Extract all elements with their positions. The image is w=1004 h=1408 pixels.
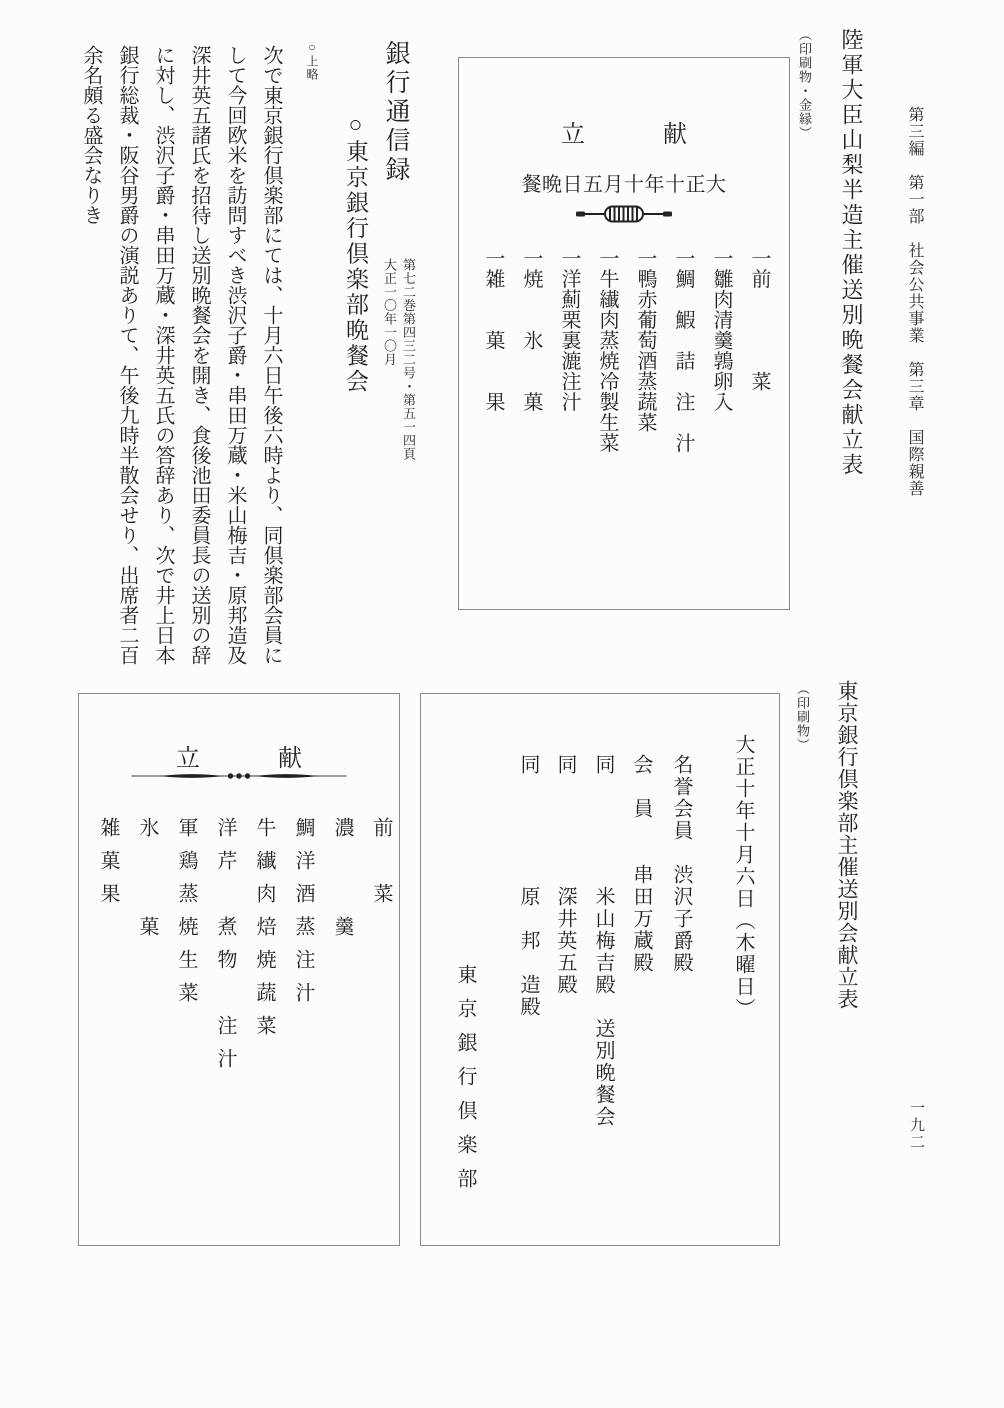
running-header: 第三編 第一部 社会公共事業 第三章 国際親善 xyxy=(906,106,923,497)
article-line: 深井英五諸氏を招待し送別晩餐会を開き、食後池田委員長の送別の辞 xyxy=(188,45,210,665)
menu-item: 一洋薊栗裏漉注汁 xyxy=(558,248,580,412)
section2-annotation: （印刷物） xyxy=(795,682,810,752)
menu-heading xyxy=(79,738,399,773)
menu-item: 一雛肉清羹鶉卵入 xyxy=(710,248,732,412)
source-issue-reference: 第七二巻第四三二号・第五一四頁 xyxy=(401,258,416,461)
menu-item: 牛纎肉焙焼蔬菜 xyxy=(253,817,275,1048)
page-number: 一九二 xyxy=(908,1100,924,1151)
section2-title: 東京銀行倶楽部主催送別会献立表 xyxy=(835,680,859,1010)
honoree-line: 同 米山梅吉殿 送別晩餐会 xyxy=(592,754,614,1128)
army-dinner-menu-card xyxy=(458,57,790,610)
section1-annotation: （印刷物・金縁） xyxy=(797,28,812,140)
menu-items-list xyxy=(482,248,769,453)
menu-item: 濃 羹 xyxy=(331,817,353,949)
article-line: して今回欧米を訪問すべき渋沢子爵・串田万蔵・米山梅吉・原邦造及 xyxy=(224,45,246,665)
club-dinner-menu-card xyxy=(78,693,400,1246)
source-subheading: ○東京銀行倶楽部晩餐会 xyxy=(343,112,368,395)
menu-item: 軍鶏蒸焼生菜 xyxy=(175,817,197,1015)
club-invitation-card xyxy=(420,693,780,1246)
menu-heading xyxy=(459,114,789,149)
menu-item: 洋芹 煮物 注汁 xyxy=(214,817,236,1081)
menu-item: 氷 菓 xyxy=(136,817,158,949)
omission-note: ○上略 xyxy=(305,40,319,81)
menu-item: 一鯛 鰕 詰 注 汁 xyxy=(672,248,694,453)
menu-item: 鯛洋酒蒸注汁 xyxy=(292,817,314,1015)
spindle-divider-ornament xyxy=(132,770,347,782)
host-name: 東京銀行倶楽部 xyxy=(454,964,476,1202)
menu-date-line: 餐晩日五月十年十正大 xyxy=(521,174,727,196)
honoree-line: 会 員 串田万蔵殿 xyxy=(630,754,652,974)
article-line: 余名頗る盛会なりき xyxy=(80,45,102,225)
source-date-reference: 大正一〇年一〇月 xyxy=(382,258,397,366)
menu-item: 一牛纎肉蒸焼冷製生菜 xyxy=(596,248,618,453)
menu-item: 前 菜 xyxy=(370,817,392,916)
menu-item: 一前 菜 xyxy=(748,248,770,392)
menu-items-list xyxy=(97,817,391,1081)
menu-heading-right-char: 献 xyxy=(663,122,687,148)
menu-item: 一鴨赤葡萄酒蒸蔬菜 xyxy=(634,248,656,433)
source-title: 銀行通信録 xyxy=(382,40,409,185)
menu-heading-right-char: 献 xyxy=(278,746,302,772)
article-line: に対し、渋沢子爵・串田万蔵・深井英五氏の答辞あり、次で井上日本 xyxy=(152,45,174,665)
article-line: 銀行総裁・阪谷男爵の演説ありて、午後九時半散会せり、出席者二百 xyxy=(116,45,138,665)
section1-title: 陸軍大臣山梨半造主催送別晩餐会献立表 xyxy=(839,28,864,478)
menu-item: 雑菓果 xyxy=(97,817,119,916)
article-text xyxy=(80,45,282,665)
honoree-line: 名誉会員 渋沢子爵殿 xyxy=(670,754,692,974)
menu-heading-left-char: 立 xyxy=(176,746,200,772)
invitation-date: 大正十年十月六日（木曜日） xyxy=(732,734,754,1020)
article-line: 次で東京銀行倶楽部にては、十月六日午後六時より、同倶楽部会員に xyxy=(260,45,282,665)
honoree-line: 同 深井英五殿 xyxy=(554,754,576,996)
menu-item: 一雑 菓 果 xyxy=(482,248,504,412)
barbell-divider-ornament xyxy=(576,204,672,224)
menu-heading-left-char: 立 xyxy=(561,122,585,148)
honoree-line: 同 原 邦 造殿 xyxy=(517,754,539,1018)
menu-item: 一焼 氷 菓 xyxy=(520,248,542,412)
